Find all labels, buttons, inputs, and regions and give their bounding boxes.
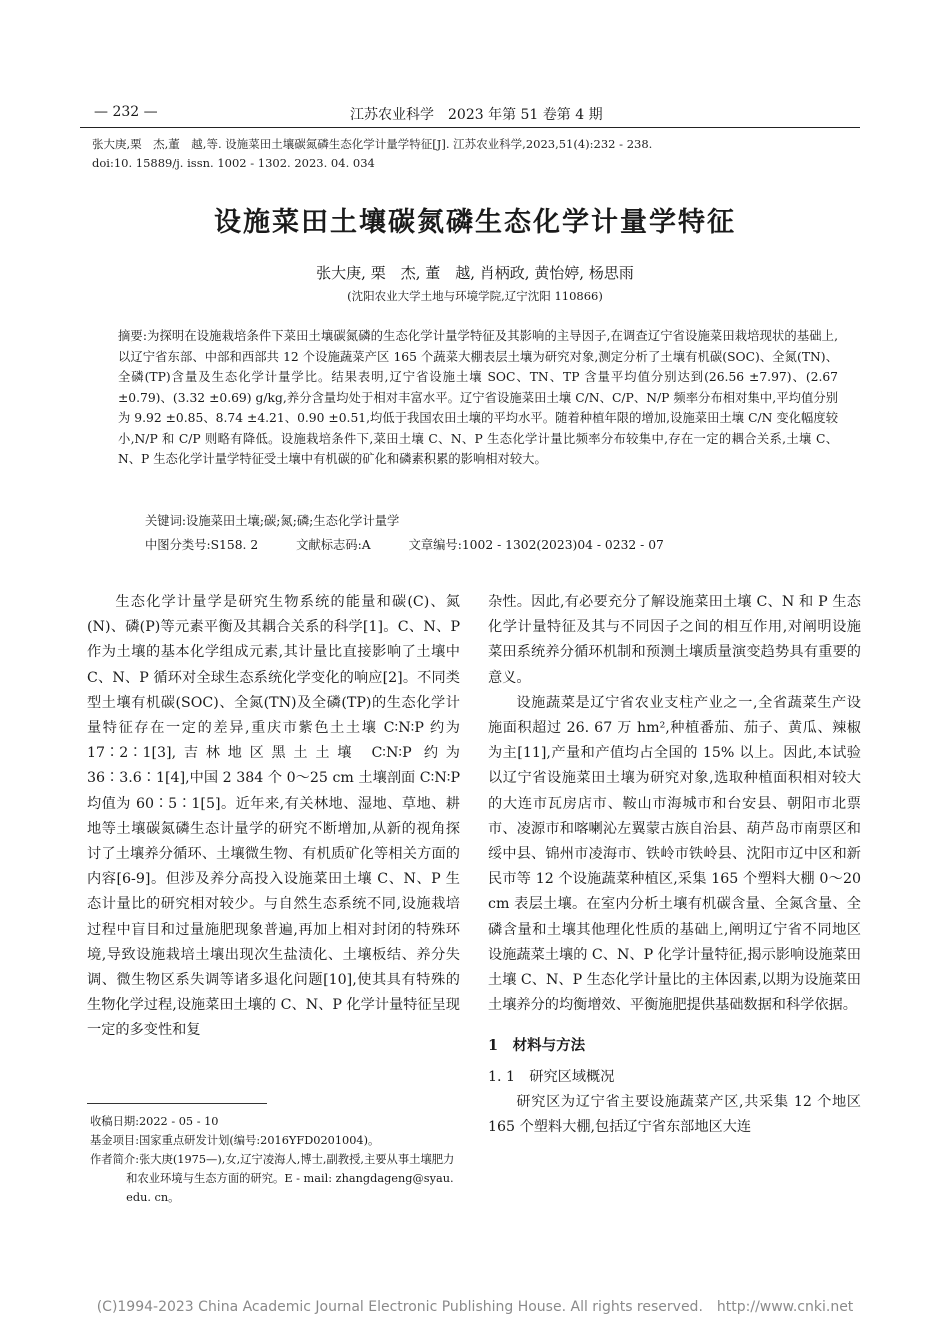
body-paragraph: 研究区为辽宁省主要设施蔬菜产区,共采集 12 个地区 165 个塑料大棚,包括辽宁省东部地区大连: [488, 1093, 861, 1136]
author-bio: 作者简介:张大庚(1975—),女,辽宁凌海人,博士,副教授,主要从事土壤肥力和农业环境与生态方面的研究。E - mail: zhangdageng@syau. edu. cn。: [90, 1153, 455, 1204]
document-code: 文献标志码:A: [296, 538, 371, 552]
citation-doi: doi:10. 15889/j. issn. 1002 - 1302. 2023. 04. 034: [92, 156, 375, 170]
citation-block: [92, 135, 852, 173]
keywords: 关键词:设施菜田土壤;碳;氮;磷;生态化学计量学: [145, 514, 400, 528]
article-title: 设施菜田土壤碳氮磷生态化学计量学特征: [214, 207, 736, 238]
footnote-divider: [87, 1103, 267, 1104]
header-divider: [80, 127, 860, 128]
page-number: — 232 —: [94, 104, 158, 120]
body-column-left: [87, 590, 460, 1044]
footnotes: [90, 1112, 465, 1207]
running-header: [80, 104, 860, 126]
body-paragraph: 设施蔬菜是辽宁省农业支柱产业之一,全省蔬菜生产设施面积超过 26. 67 万 hm²,种植番茄、茄子、黄瓜、辣椒为主[11],产量和产值均占全国的 15% 以上。因此,本试验以辽宁省设施菜田土壤为研究对象,选取种植面积相对较大的大连市瓦房店市、鞍山市海城市和台安县、朝阳市北票市、凌源市和喀喇沁左翼蒙古族自治县、葫芦岛市南票区和绥中县、锦州市凌海市、铁岭市铁岭县、沈阳市辽中区和新民市等 12 个设施蔬菜种植区,采集 165 个塑料大棚 0～20 cm 表层土壤。在室内分析土壤有机碳含量、全氮含量、全磷含量和土壤其他理化性质的基础上,阐明辽宁省不同地区设施蔬菜土壤的 C、N、P 化学计量特征,揭示影响设施菜田土壤 C、N、P 生态化学计量比的主体因素,以期为设施菜田土壤养分的均衡增效、平衡施肥提供基础数据和科学依据。: [488, 694, 861, 1014]
body-paragraph-continued: 杂性。因此,有必要充分了解设施菜田土壤 C、N 和 P 生态化学计量特征及其与不同因子之间的相互作用,对阐明设施菜田系统养分循环机制和预测土壤质量演变趋势具有重要的意义。: [488, 594, 861, 686]
body-column-right: [488, 590, 861, 1140]
article-number: 文章编号:1002 - 1302(2023)04 - 0232 - 07: [408, 538, 664, 552]
citation-reference: 张大庚,栗 杰,董 越,等. 设施菜田土壤碳氮磷生态化学计量学特征[J]. 江苏农业科学,2023,51(4):232 - 238.: [92, 137, 653, 151]
author-affiliation: (沈阳农业大学土地与环境学院,辽宁沈阳 110866): [347, 289, 603, 303]
funding-note: 基金项目:国家重点研发计划(编号:2016YFD0201004)。: [90, 1134, 380, 1147]
journal-issue: 江苏农业科学 2023 年第 51 卷第 4 期: [350, 107, 603, 123]
clc-number: 中图分类号:S158. 2: [145, 538, 259, 552]
classification-line: [145, 535, 845, 553]
subsection-heading: 1. 1 研究区域概况: [488, 1068, 615, 1085]
section-heading: 1 材料与方法: [488, 1037, 586, 1055]
author-list: 张大庚, 栗 杰, 董 越, 肖柄政, 黄怡婷, 杨思雨: [316, 264, 634, 282]
body-paragraph: 生态化学计量学是研究生物系统的能量和碳(C)、氮(N)、磷(P)等元素平衡及其耦合关系的科学[1]。C、N、P 作为土壤的基本化学组成元素,其计量比直接影响了土壤中 C、N、P 循环对全球生态系统化学变化的响应[2]。不同类型土壤有机碳(SOC)、全氮(TN)及全磷(TP)的生态化学计量特征存在一定的差异,重庆市紫色土土壤 C∶N∶P 约为 17∶2∶1[3],吉林地区黑土土壤 C∶N∶P 约为 36∶3.6∶1[4],中国 2 384 个 0～25 cm 土壤剖面 C∶N∶P 均值为 60∶5∶1[5]。近年来,有关林地、湿地、草地、耕地等土壤碳氮磷生态计量学的研究不断增加,从新的视角探讨了土壤养分循环、土壤微生物、有机质矿化等相关方面的内容[6-9]。但涉及养分高投入设施菜田土壤 C、N、P 生态计量比的研究相对较少。与自然生态系统不同,设施栽培过程中盲目和过量施肥现象普遍,再加上相对封闭的特殊环境,导致设施栽培土壤出现次生盐渍化、土壤板结、养分失调、微生物区系失调等诸多退化问题[10],使其具有特殊的生物化学过程,设施菜田土壤的 C、N、P 化学计量特征呈现一定的多变性和复: [87, 594, 460, 1039]
copyright-notice: (C)1994-2023 China Academic Journal Electronic Publishing House. All rights reserved. http://www.cnki.net: [96, 1299, 854, 1315]
abstract: 摘要:为探明在设施栽培条件下菜田土壤碳氮磷的生态化学计量学特征及其影响的主导因子,在调查辽宁省设施菜田栽培现状的基础上,以辽宁省东部、中部和西部共 12 个设施蔬菜产区 165 个蔬菜大棚表层土壤为研究对象,测定分析了土壤有机碳(SOC)、全氮(TN)、全磷(TP)含量及生态化学计量学比。结果表明,辽宁省设施土壤 SOC、TN、TP 含量平均值分别达到(26.56 ±7.97)、(2.67 ±0.79)、(3.32 ±0.69) g/kg,养分含量均处于相对丰富水平。辽宁省设施菜田土壤 C/N、C/P、N/P 频率分布相对集中,平均值分别为 9.92 ±0.85、8.74 ±4.21、0.90 ±0.51,均低于我国农田土壤的平均水平。随着种植年限的增加,设施菜田土壤 C/N 变化幅度较小,N/P 和 C/P 则略有降低。设施栽培条件下,菜田土壤 C、N、P 生态化学计量比频率分布较集中,存在一定的耦合关系,土壤 C、N、P 生态化学计量学特征受土壤中有机碳的矿化和磷素积累的影响相对较大。: [118, 329, 838, 466]
received-date: 收稿日期:2022 - 05 - 10: [90, 1115, 219, 1128]
